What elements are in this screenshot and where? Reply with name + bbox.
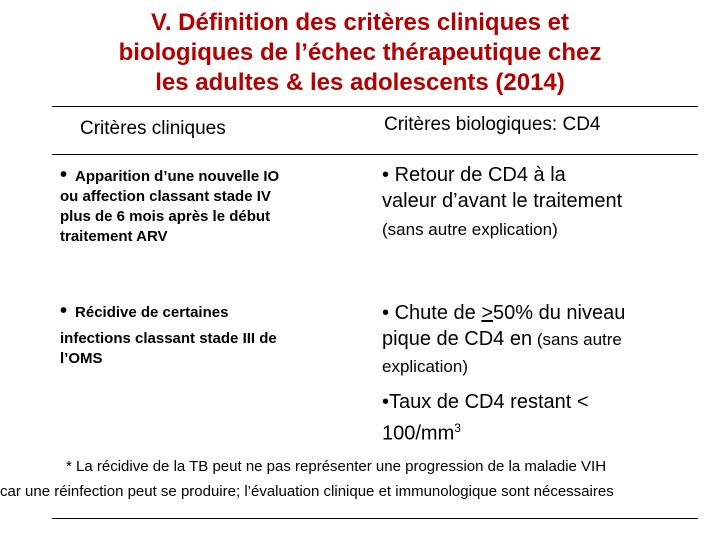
biological-item-3-line-1: •Taux de CD4 restant < (382, 391, 589, 413)
clinical-item-2-line-3: l’OMS (60, 350, 103, 367)
biological-item-1-line-1: Retour de CD4 à la (394, 164, 566, 186)
title-line-1: V. Définition des critères cliniques et (151, 9, 569, 36)
title-line-3: les adultes & les adolescents (2014) (155, 69, 565, 96)
bullet-icon: • (382, 164, 390, 186)
title-line-2: biologiques de l’échec thérapeutique chez (118, 39, 602, 66)
biological-item-2-line-2: pique de CD4 en (382, 328, 533, 350)
footnote-line-1: * La récidive de la TB peut ne pas représenter une progression de la maladie VIH (66, 458, 607, 475)
header-biological: Critères biologiques: CD4 (384, 114, 601, 135)
clinical-item-1-line-2: ou affection classant stade IV (60, 188, 271, 205)
bullet-icon: • (60, 300, 68, 322)
biological-item-3-superscript: 3 (454, 421, 461, 435)
slide-title (20, 8, 700, 98)
biological-item-2-line-3: explication) (382, 357, 468, 376)
rule-under-headers (52, 154, 698, 155)
biological-item-1 (382, 162, 702, 240)
clinical-item-2-line-2: infections classant stade III de (60, 330, 277, 347)
biological-item-2-line-1-post: 50% du niveau (493, 302, 626, 324)
biological-item-3 (382, 389, 702, 447)
biological-item-1-note: (sans autre explication) (382, 220, 558, 239)
clinical-item-2 (60, 300, 350, 369)
biological-item-2-line-2-note: (sans autre (532, 330, 622, 349)
biological-item-1-line-2: valeur d’avant le traitement (382, 190, 623, 212)
bullet-icon: • (382, 302, 390, 324)
header-clinical: Critères cliniques (80, 118, 226, 139)
clinical-item-1 (60, 164, 350, 247)
biological-item-3-line-2: 100/mm (382, 422, 455, 445)
biological-item-2 (382, 300, 702, 377)
clinical-item-2-first-line: Récidive de certaines (75, 304, 229, 321)
clinical-item-1-first-line: Apparition d’une nouvelle IO (75, 168, 280, 185)
biological-item-2-line-1-pre: Chute de (394, 302, 482, 324)
biological-item-2-geq-symbol: > (481, 302, 493, 324)
bullet-icon: • (60, 164, 68, 186)
rule-bottom (52, 518, 698, 519)
clinical-item-1-line-3: plus de 6 mois après le début (60, 208, 271, 225)
clinical-item-1-line-4: traitement ARV (60, 228, 168, 245)
rule-under-title (52, 106, 698, 107)
footnote-line-2: car une réinfection peut se produire; l’évaluation clinique et immunologique sont nécessaires (0, 483, 614, 500)
